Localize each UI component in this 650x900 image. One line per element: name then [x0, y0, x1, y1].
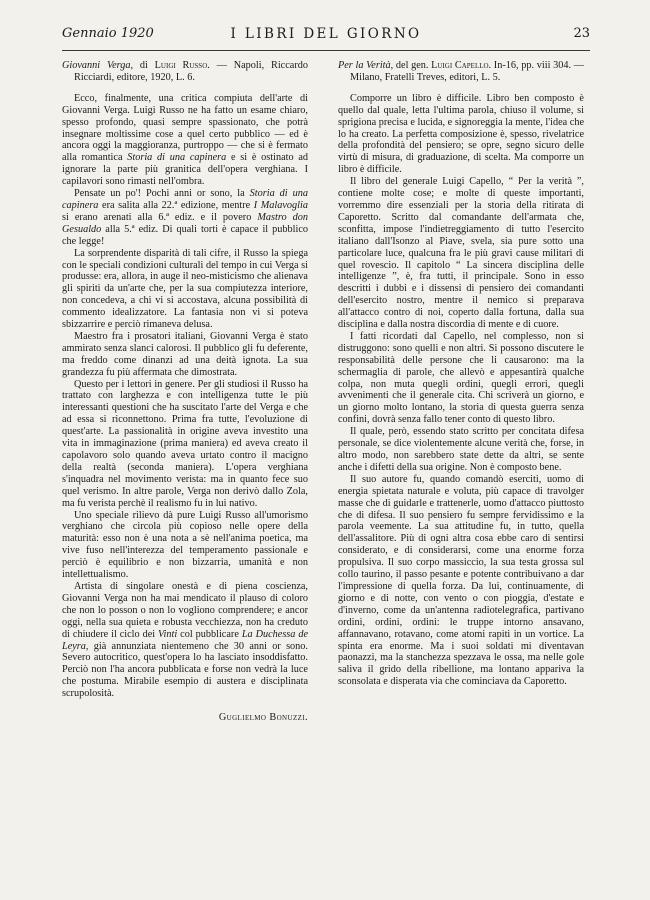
header-rule — [62, 50, 590, 51]
author-name: Luigi Russo — [154, 60, 208, 71]
review-heading-capello — [338, 60, 584, 84]
text: alla 5.ª ediz. Di quali torti è capace il pubblico che legge! — [62, 223, 308, 247]
book-title: Per la Verità — [338, 60, 391, 71]
author-prefix: , di — [130, 60, 155, 71]
text: Artista di singolare onestà e di piena coscienza, Giovanni Verga non ha mai mendicato il plauso di coloro che non lo posson o non lo vogliono comprendere; e ancor oggi, nella sua quieta e robusta vecchiezza, non ha creduto di chiudere il ciclo dei — [62, 580, 308, 640]
italic-title: Storia di una capinera — [127, 152, 227, 164]
paragraph — [62, 93, 308, 188]
text: si erano arenati alla 6.ª ediz. e il povero — [62, 211, 252, 223]
paragraph: Il suo autore fu, quando comandò eserciti, uomo di energia spietata naturale e voluta, più capace di travolger masse che di guidarle e trattenerle, uomo d'attacco piuttosto che di difesa. Il suo pensiero fu sempre fervidissimo e la parola veemente. La sua attitudine fu, in tutto, quella dell'assalitore. Più di ogni altra cosa ebbe caro di sentirsi considerato, e di considerarsi, come una enorme forza propulsiva. Il suo corpo massiccio, la sua testa grossa sul collo taurino, il passo pesante e potente contribuivano a dar l'impressione di quella forza. Da lui, continuamente, di giorno e di notte, con vento o con pioggia, d'estate e d'inverno, come da un'antenna radiotelegrafica, partivano ordini, ordini, ordini: le truppe intorno ansavano, affannavano, rotavano, come atomi rapiti in un vortice. La spinta era enorme. Ma i suoi soldati mi diventavan paonazzi, ma la stanchezza spezzava le ossa, ma nelle gole saliva il grido della ribellione, ma lontano appariva la sconsolata e disperata via che cominciava da Caporetto. — [338, 473, 584, 688]
text: era salita alla 22.ª edizione, mentre — [102, 199, 251, 211]
text: col pubblicare — [180, 628, 239, 640]
paragraph: Uno speciale rilievo dà pure Luigi Russo all'umorismo verghiano che circola più copioso nelle opere della maturità: esso non è una nota a sè nell'anima poetica, ma vive fuso nell'interezza del temperamento passionale e perciò è equilibrio e non bizzarria, umanità e non intellettualismo. — [62, 509, 308, 581]
italic-title: Vinti — [158, 628, 178, 640]
paragraph: Il libro del generale Luigi Capello, “ Per la verità ”, contiene molte cose; e molte di queste importanti, vorremmo dire essenziali per la storia della ritirata di Caporetto. Scritto dal comandante dell'armata che, sconfitta, impose l'indietreggiamento di tutto l'esercito italiano dall'Isonzo al Piave, svela, sia pure sotto una particolare luce, qualcuna fra le più gravi cause militari di quel rovescio. Il capitolo “ La sincera disciplina delle intelligenze ”, è, fra tutti, il principale. Sono in esso descritti i dubbi e i dissensi di pensiero dei comandanti dell'esercito nostro, mentre il nemico si preparava all'attacco contro di noi, coperto dalla fortuna, dalla sua disciplina e dalla nostra discordia di mente e di cuore. — [338, 176, 584, 331]
paragraph: I fatti ricordati dal Capello, nel complesso, non si distruggono: sono quelli e non altri. Si possono discutere le responsabilità delle persone che li causarono: ma la schermaglia di parole, che allevò e appesantirà qualche colpa, non muta quegli ordini, quegli errori, quegli avvenimenti che il generale cita. Chi scriverà un giorno, e un giorno molto lontano, la storia di questa guerra senza confini, dovrà senza fallo tener conto di questo libro. — [338, 330, 584, 426]
text: e si è ostinato ad ignorare la parte più granitica dell'opera verghiana. I capilavori sono rimasti nell'ombra. — [62, 152, 309, 188]
paragraph: Maestro fra i prosatori italiani, Giovanni Verga è stato ammirato senza slanci calorosi. Il pubblico gli fu deferente, ma freddo come dinanzi ad una deità ignota. La sua grandezza fu più affermata che dimostrata. — [62, 330, 308, 378]
header-title: I LIBRI DEL GIORNO — [230, 26, 422, 42]
italic-title: La Duchessa de Leyra — [62, 628, 309, 652]
running-header — [62, 26, 590, 46]
paragraph: Questo per i lettori in genere. Per gli studiosi il Russo ha trattato con larghezza e con intelligenza tutte le più interessanti questioni che ha suscitato l'arte del Verga e che ad essa si riconnettono. Prima fra tutte, l'evoluzione di quest'arte. La passionalità in origine aveva investito una vita in immaginazione (prima maniera) ed aveva creato il capolavoro solo quando aveva urtato contro il macigno della realtà (seconda maniera). L'opera verghiana s'inquadra nel movimento verista: ma in quanto fece suo quel verismo. In altre parole, Verga non derivò dallo Zola, ma fu verista perchè il realismo fu in lui nativo. — [62, 378, 308, 509]
left-column — [62, 60, 308, 724]
right-column — [338, 60, 584, 688]
author-name: Luigi Capello — [431, 60, 489, 71]
page-number: 23 — [573, 26, 590, 41]
paragraph: Comporre un libro è difficile. Libro ben composto è quello dal quale, letta l'ultima parola, chiuso il volume, si sprigiona precisa e lucida, e signoreggia la mente, l'idea che lo ha creato. La perfetta composizione è, spesso, rivelatrice della profondità del pensiero; se opre, segno sicuro delle virtù di misura, di graduazione, di scelta. Ma comporre un libro è difficile. — [338, 92, 584, 176]
italic-title: I Malavoglia — [253, 199, 309, 211]
text: , già annunziata nientemeno che 30 anni or sono. Severo autocritico, quest'opera lo ha lasciato insoddisfatto. Perciò non l'ha ancora pubblicata e forse non vedrà la luce che postuma. Mirabile esempio di austera e disciplinata scrupolosità. — [62, 640, 308, 700]
paragraph — [62, 581, 308, 700]
header-date: Gennaio 1920 — [62, 26, 154, 41]
italic-title: Storia di una capinera — [62, 188, 308, 211]
review-heading-verga — [62, 60, 308, 84]
paragraph — [62, 188, 308, 248]
italic-title: Mastro don Gesualdo — [62, 211, 309, 235]
publication-info: . In-16, pp. viii 304. — Milano, Fratelli Treves, editori, L. 5. — [350, 60, 584, 83]
review-signature: Guglielmo Bonuzzi. — [218, 712, 308, 724]
publication-info: . — Napoli, Riccardo Ricciardi, editore, 1920, L. 6. — [74, 60, 308, 83]
author-prefix: , del gen. — [390, 60, 432, 71]
paragraph: Il quale, però, essendo stato scritto per concitata difesa personale, se dice violentemente alcune verità che, forse, in altro modo, non sarebbero state dette da altri, se sente anche i difetti della sua origine. Non è composto bene. — [338, 426, 584, 473]
book-title: Giovanni Verga — [62, 60, 131, 71]
paragraph: La sorprendente disparità di tali cifre, il Russo la spiega con le speciali condizioni culturali del tempo in cui Verga si produsse: era, allora, in auge il neo-misticismo che alienava gli spiriti da un'arte che, per la sua compiutezza interiore, non concedeva, a chi vi si accostava, alcuna possibilità di commento idealizzatore. La fantasia non vi si poteva sbizzarrire e perciò rimaneva delusa. — [62, 247, 308, 331]
text: Ecco, finalmente, una critica compiuta dell'arte di Giovanni Verga. Luigi Russo ne ha fatto un esame chiaro, spesso profondo, quasi sempre spassionato, che potrà insegnare moltissime cose a quel certo pubblico — ed è ancora oggi la maggioranza, purtroppo — che si è fermato alla romantica — [62, 92, 308, 164]
text: Pensate un po'! Pochi anni or sono, la — [74, 188, 245, 200]
